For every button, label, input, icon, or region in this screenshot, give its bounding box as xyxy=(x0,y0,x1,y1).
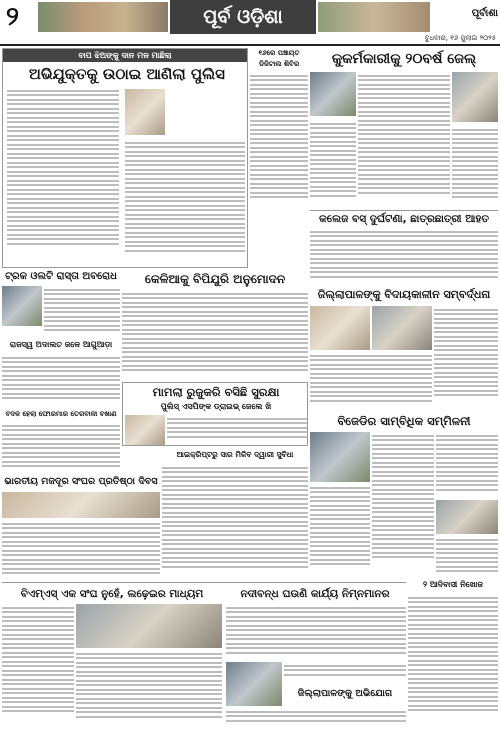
story-2-kicker: ୧୬ରେ ପଞ୍ଚାୟତ ଡିଜିଟାଲ ଶିବିର xyxy=(258,49,300,68)
story-14-body xyxy=(284,662,406,684)
story-5-photo xyxy=(2,286,42,326)
masthead-photo-left xyxy=(38,2,168,32)
story-9-subheadline: ପୁଲିସ୍ ଏସପିଙ୍କ ଡ୍ରାଇଭ୍ ଜେଲେ ଖି xyxy=(160,402,272,411)
story-15-body-2 xyxy=(76,650,222,728)
story-7-photo xyxy=(310,306,370,350)
story-12-body xyxy=(162,464,308,580)
story-13-body-3 xyxy=(436,432,498,498)
page-title: ପୂର୍ବ ଓଡ଼ିଶା xyxy=(170,0,316,34)
story-15-photo xyxy=(76,604,222,648)
story-6 xyxy=(122,270,308,380)
story-3-body-3 xyxy=(452,126,498,208)
story-5-headline: ଟ୍ରକ ଓଲଟି ରାସ୍ତା ଅବରୋଧ xyxy=(5,271,117,282)
page-number: ୨ xyxy=(6,2,19,32)
story-8-headline: ରାଜସ୍ୱ ଅଦାଲତ ଜଳେ ଆଗୁଆଡ଼ା xyxy=(9,340,113,349)
story-7-body xyxy=(434,306,498,410)
masthead xyxy=(0,0,500,42)
story-5-body xyxy=(44,286,120,336)
story-12 xyxy=(162,448,308,580)
story-6-body xyxy=(122,290,308,380)
story-5 xyxy=(2,270,120,336)
story-1-body-left xyxy=(7,87,119,265)
story-8-body xyxy=(2,354,120,406)
story-13-body xyxy=(372,432,434,576)
story-11-body xyxy=(2,520,160,580)
story-11-photo xyxy=(2,492,160,518)
story-4 xyxy=(310,210,498,284)
story-7-body-2 xyxy=(310,352,432,410)
story-2 xyxy=(250,48,308,212)
story-9 xyxy=(122,382,308,446)
story-14-photo xyxy=(226,662,282,706)
story-1 xyxy=(2,48,248,268)
brand-logo: ପୂର୍ବାଶା xyxy=(471,8,498,19)
story-14-headline: ଜିଲ୍ଲାପାଳଙ୍କୁ ଅଭିଯୋଗ xyxy=(297,688,393,699)
story-1-kicker: ବାପ ଝିଅଙ୍କୁ ଦାନ ମଳ ମାଛିଲା xyxy=(3,49,247,62)
story-3-headline: କୁକର୍ମକାରୀକୁ ୨୦ବର୍ଷ ଜେଲ୍ xyxy=(331,51,477,67)
story-16 xyxy=(226,604,406,728)
story-1-photo xyxy=(125,89,165,135)
story-3-body xyxy=(358,72,450,208)
story-11 xyxy=(2,474,160,580)
story-16-body xyxy=(226,604,406,660)
story-6-headline: କେଳିଆକୁ ବିପିଯୁରି ଅନୁମୋଦନ xyxy=(144,272,286,286)
story-10-body xyxy=(2,422,120,472)
story-3-photo-2 xyxy=(452,72,498,122)
story-1-headline: ଅଭିଯୁକ୍ତକୁ ଉଠାଇ ଆଣିଲା ପୁଲିସ xyxy=(29,65,225,83)
story-13-body-4 xyxy=(436,536,498,576)
story-15 xyxy=(2,604,224,728)
story-17-headline: ୨ ଆଦିବାସୀ ନିଖୋଜ xyxy=(423,580,483,589)
story-3-photo xyxy=(310,72,356,116)
story-4-body xyxy=(310,228,498,284)
story-10-headline: ବଦଳ ହେଲା ଫୋରମାର ତେରବାଳୀ ବଖାଣ xyxy=(5,410,117,418)
story-15-headline-band xyxy=(2,582,406,602)
story-17 xyxy=(408,578,498,728)
story-7-photo-2 xyxy=(372,306,432,350)
story-14 xyxy=(226,662,406,728)
story-13-photo xyxy=(310,432,370,482)
story-4-headline: କଲେଜ ବସ୍ ଦୁର୍ଘଟଣା, ଛାତ୍ରଛାତ୍ରୀ ଆହତ xyxy=(310,210,498,226)
story-13 xyxy=(310,412,498,576)
story-7-headline: ଜିଲ୍ଲାପାଳଙ୍କୁ ବିଦାୟକାଳୀନ ସମ୍ବର୍ଦ୍ଧନା xyxy=(317,288,491,301)
story-1-body-right xyxy=(125,139,245,265)
story-8 xyxy=(2,338,120,406)
story-12-headline: ଆଇକ୍ରିପ୍ଟରୁ ସାର ମିଳିବ ଦ୍ୱାରୀ ସୁବିଧା xyxy=(176,450,294,459)
story-14-body-2 xyxy=(226,708,406,728)
story-3 xyxy=(310,48,498,208)
masthead-photo-right xyxy=(318,2,430,32)
story-9-photo xyxy=(125,415,165,445)
story-13-headline: ବିଜେଡିର ସାମ୍ବିଧିକ ସମ୍ମିଳନୀ xyxy=(337,414,471,428)
story-3-body-2 xyxy=(310,120,356,208)
story-17-body xyxy=(408,594,498,728)
story-2-body xyxy=(250,72,308,212)
story-16-headline: ନଦୀବନ୍ଧ ଘଉଣି କାର୍ଯ୍ୟ ନିମ୍ନମାନର xyxy=(240,588,390,600)
story-13-body-2 xyxy=(310,484,370,576)
masthead-rule xyxy=(0,44,500,46)
story-9-headline: ମାମଲା ରୁଜୁକରି ବସିଛି ସୁରକ୍ଷା xyxy=(152,385,280,399)
dateline: ବୁଧବାର, ୧୬ ଜୁଲାଇ ୨୦୨୫ xyxy=(424,34,496,42)
story-13-photo-2 xyxy=(436,500,498,534)
story-15-body xyxy=(2,604,74,728)
story-7 xyxy=(310,286,498,410)
story-10 xyxy=(2,408,120,472)
story-11-headline: ଭାରତୀୟ ମଜଦୂର ସଂଘର ପ୍ରତିଷ୍ଠା ଦିବସ xyxy=(4,476,158,487)
story-15-headline: ବିଏମ୍ଏସ୍ ଏକ ସଂଘ ନୁହେଁ, ଲଢ଼େଇର ମାଧ୍ୟମ xyxy=(20,588,204,600)
story-9-body xyxy=(167,415,307,445)
